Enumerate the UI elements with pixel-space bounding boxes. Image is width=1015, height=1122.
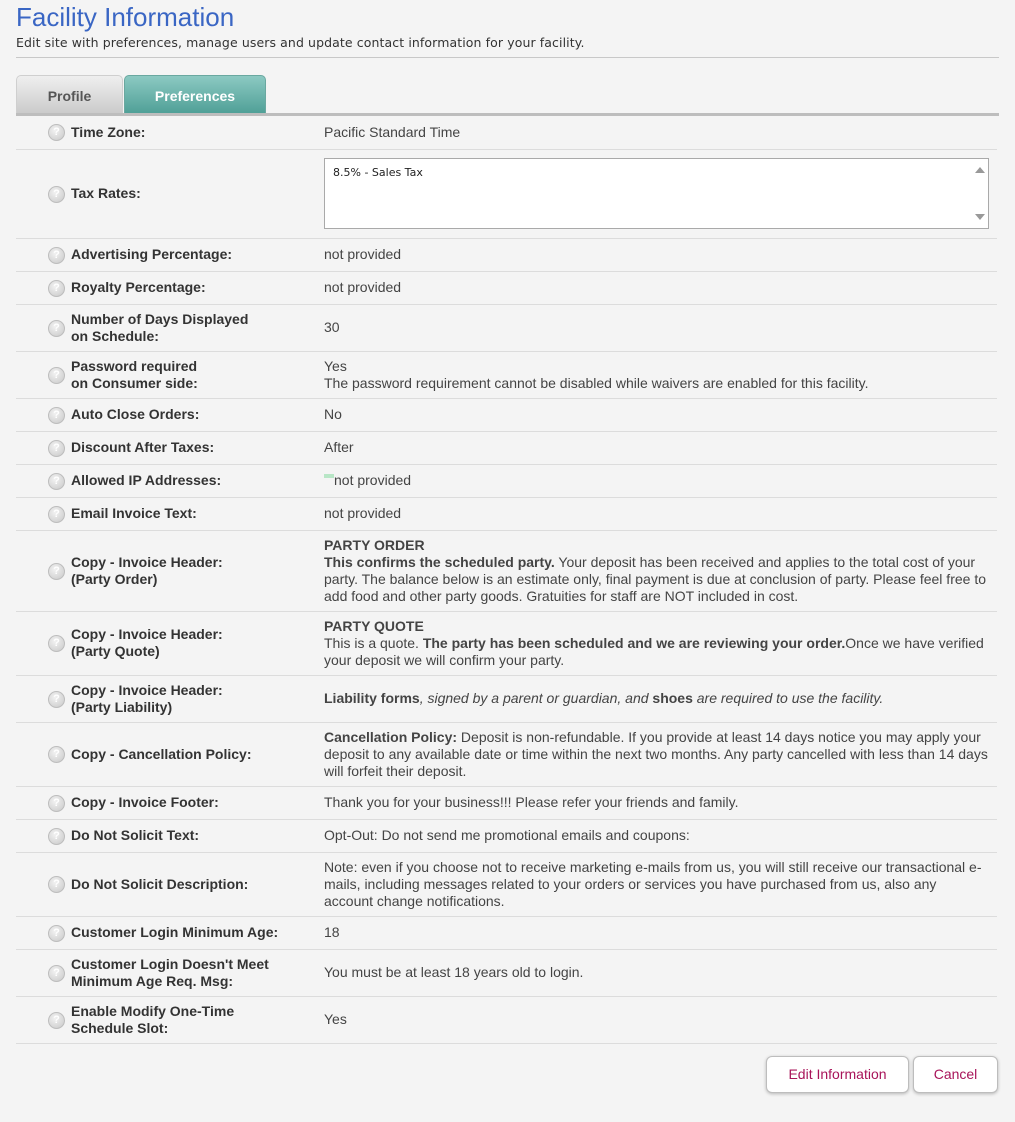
row-value: Note: even if you choose not to receive marketing e-mails from us, you will still receive our transactional e-mails, including messages related to your orders or services you have purchased from us, also any account change notifications. xyxy=(324,852,997,916)
scrollbar[interactable] xyxy=(971,159,988,228)
row-value: PARTY QUOTE This is a quote. The party has been scheduled and we are reviewing your order.Once we have verified your deposit we will confirm your party. xyxy=(324,611,997,675)
row-value: 30 xyxy=(324,304,997,351)
row-label: Password required on Consumer side: xyxy=(71,357,198,391)
row-password xyxy=(16,351,997,398)
scroll-down-icon[interactable] xyxy=(975,214,985,220)
row-label: Enable Modify One-Time Schedule Slot: xyxy=(71,1002,235,1036)
row-header-party-order xyxy=(16,530,997,611)
row-label: Copy - Invoice Header: (Party Liability) xyxy=(71,681,223,715)
row-label: Email Invoice Text: xyxy=(71,505,197,521)
row-email-invoice xyxy=(16,497,997,530)
row-label: Discount After Taxes: xyxy=(71,439,215,455)
row-value: Yes The password requirement cannot be disabled while waivers are enabled for this facility. xyxy=(324,351,997,398)
row-label: Advertising Percentage: xyxy=(71,246,233,262)
help-icon[interactable]: ? xyxy=(48,828,65,845)
help-icon[interactable]: ? xyxy=(48,925,65,942)
row-auto-close xyxy=(16,398,997,431)
help-icon[interactable]: ? xyxy=(48,876,65,893)
cancel-button[interactable]: Cancel xyxy=(913,1056,998,1093)
row-value: not provided xyxy=(324,271,997,304)
row-value: 18 xyxy=(324,916,997,949)
ip-indicator xyxy=(324,474,334,478)
row-label: Time Zone: xyxy=(71,123,146,140)
row-label: Copy - Invoice Footer: xyxy=(71,794,219,810)
row-age-message xyxy=(16,949,997,996)
help-icon[interactable]: ? xyxy=(48,691,65,708)
row-cancellation xyxy=(16,722,997,786)
form-actions xyxy=(16,1044,999,1104)
help-icon[interactable]: ? xyxy=(48,1012,65,1029)
row-label: Tax Rates: xyxy=(71,185,141,201)
row-value: You must be at least 18 years old to login. xyxy=(324,949,997,996)
tax-rate-item: 8.5% - Sales Tax xyxy=(333,166,423,179)
help-icon[interactable]: ? xyxy=(48,124,65,141)
row-label: Customer Login Doesn't Meet Minimum Age Req. Msg: xyxy=(71,955,269,989)
row-value: After xyxy=(324,431,997,464)
page-subtitle: Edit site with preferences, manage users and update contact information for your facility. xyxy=(16,35,585,50)
row-value: PARTY ORDER This confirms the scheduled party. Your deposit has been received and applies to the total cost of your party. The balance below is an estimate only, final payment is due at conclusion of party. Please feel free to add food and other party goods. Gratuities for staff are NOT included in cost. xyxy=(324,530,997,611)
row-min-age xyxy=(16,916,997,949)
row-allowed-ip xyxy=(16,464,997,497)
tab-bar xyxy=(16,58,999,116)
row-advertising xyxy=(16,238,997,271)
edit-information-button[interactable]: Edit Information xyxy=(766,1056,909,1093)
help-icon[interactable]: ? xyxy=(48,563,65,580)
row-label: Copy - Invoice Header: (Party Order) xyxy=(71,553,223,587)
help-icon[interactable]: ? xyxy=(48,746,65,763)
help-icon[interactable]: ? xyxy=(48,247,65,264)
row-royalty xyxy=(16,271,997,304)
row-one-time-slot xyxy=(16,996,997,1043)
row-header-party-liability xyxy=(16,675,997,722)
tab-preferences[interactable]: Preferences xyxy=(124,75,266,115)
row-discount xyxy=(16,431,997,464)
row-value: not provided xyxy=(324,497,997,530)
row-label: Do Not Solicit Description: xyxy=(71,875,249,892)
help-icon[interactable]: ? xyxy=(48,506,65,523)
help-icon[interactable]: ? xyxy=(48,635,65,652)
row-value: Thank you for your business!!! Please refer your friends and family. xyxy=(324,786,997,819)
row-value: Yes xyxy=(324,996,997,1043)
help-icon[interactable]: ? xyxy=(48,320,65,337)
row-label: Auto Close Orders: xyxy=(71,406,200,422)
row-label: Number of Days Displayed on Schedule: xyxy=(71,310,249,344)
row-value: not provided xyxy=(324,238,997,271)
row-value: Liability forms, signed by a parent or guardian, and shoes are required to use the facility. xyxy=(324,675,997,722)
scroll-up-icon[interactable] xyxy=(975,167,985,173)
row-value: Opt-Out: Do not send me promotional emails and coupons: xyxy=(324,819,997,852)
row-value: Cancellation Policy: Deposit is non-refundable. If you provide at least 14 days notice you may apply your deposit to any available date or time within the next two months. Any party cancelled with less than 14 days will forfeit their deposit. xyxy=(324,722,997,786)
help-icon[interactable]: ? xyxy=(48,186,65,203)
row-days-displayed xyxy=(16,304,997,351)
help-icon[interactable]: ? xyxy=(48,965,65,982)
row-value: No xyxy=(324,398,997,431)
help-icon[interactable]: ? xyxy=(48,280,65,297)
row-dns-description xyxy=(16,852,997,916)
row-label: Copy - Cancellation Policy: xyxy=(71,745,252,762)
help-icon[interactable]: ? xyxy=(48,473,65,490)
row-invoice-footer xyxy=(16,786,997,819)
row-time-zone xyxy=(16,116,997,149)
preferences-table xyxy=(16,116,997,1044)
row-label: Do Not Solicit Text: xyxy=(71,827,200,843)
row-header-party-quote xyxy=(16,611,997,675)
tab-profile[interactable]: Profile xyxy=(16,75,123,115)
row-tax-rates xyxy=(16,149,997,238)
row-value: Pacific Standard Time xyxy=(324,116,997,149)
tax-rates-textarea[interactable] xyxy=(324,158,989,229)
page-title: Facility Information xyxy=(16,2,235,32)
help-icon[interactable]: ? xyxy=(48,407,65,424)
help-icon[interactable]: ? xyxy=(48,440,65,457)
help-icon[interactable]: ? xyxy=(48,795,65,812)
row-label: Allowed IP Addresses: xyxy=(71,472,222,488)
row-label: Royalty Percentage: xyxy=(71,279,206,295)
help-icon[interactable]: ? xyxy=(48,367,65,384)
row-value: not provided xyxy=(334,472,412,488)
row-dns-text xyxy=(16,819,997,852)
row-label: Customer Login Minimum Age: xyxy=(71,924,279,940)
row-label: Copy - Invoice Header: (Party Quote) xyxy=(71,626,223,659)
